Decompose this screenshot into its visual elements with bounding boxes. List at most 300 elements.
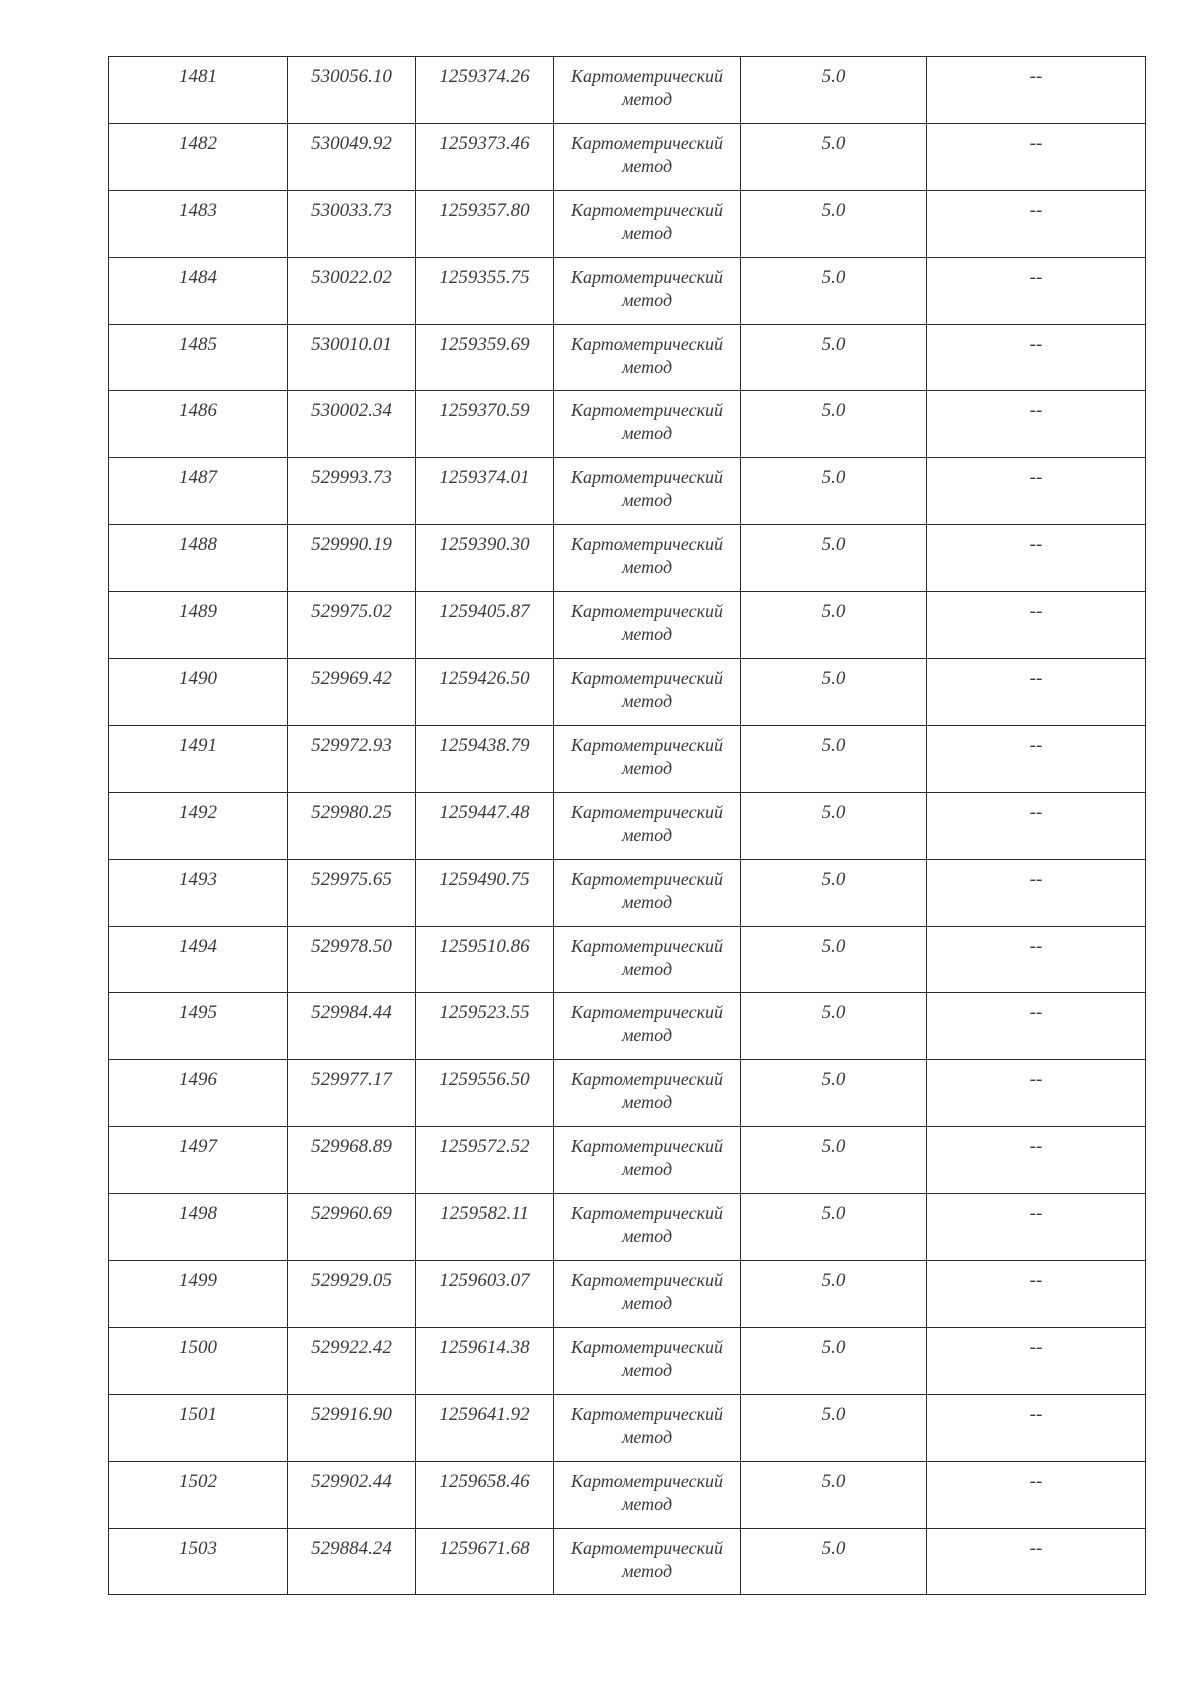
point-number-text: 1481 — [179, 66, 217, 87]
accuracy-text: 5.0 — [821, 132, 846, 154]
y-coordinate-text: 1259490.75 — [439, 868, 530, 890]
y-coordinate-cell — [416, 1461, 554, 1528]
x-coordinate-text: 529984.44 — [311, 1002, 392, 1024]
description-text: -- — [1029, 467, 1043, 489]
accuracy-cell — [741, 1194, 927, 1261]
x-coordinate-cell — [288, 57, 416, 124]
point-number-text: 1493 — [179, 868, 217, 890]
point-number-text: 1495 — [179, 1002, 217, 1024]
method-line-2: метод — [621, 1092, 673, 1113]
x-coordinate-text: 530033.73 — [311, 199, 392, 221]
accuracy-cell — [741, 458, 927, 525]
coordinates-table — [108, 56, 1146, 1595]
y-coordinate-text: 1259582.11 — [440, 1203, 529, 1225]
x-coordinate-text: 529968.89 — [311, 1136, 392, 1158]
y-coordinate-text: 1259603.07 — [439, 1270, 530, 1292]
method-line-1: Картометрический — [570, 132, 723, 153]
description-text: -- — [1029, 132, 1043, 154]
method-line-2: метод — [621, 1560, 673, 1581]
point-number-text: 1485 — [179, 333, 217, 355]
x-coordinate-text: 529972.93 — [311, 734, 392, 756]
accuracy-text: 5.0 — [821, 400, 846, 422]
y-coordinate-cell — [416, 725, 554, 792]
accuracy-cell — [741, 926, 927, 993]
x-coordinate-text: 529884.24 — [311, 1537, 392, 1559]
x-coordinate-cell — [288, 123, 416, 190]
point-number-cell — [109, 1261, 288, 1328]
y-coordinate-text: 1259671.68 — [439, 1537, 530, 1559]
table-row — [109, 725, 1146, 792]
description-cell — [927, 725, 1146, 792]
point-number-text: 1499 — [179, 1270, 217, 1292]
method-cell — [554, 1127, 741, 1194]
accuracy-text: 5.0 — [821, 1002, 846, 1024]
description-cell — [927, 859, 1146, 926]
method-line-1: Картометрический — [570, 400, 723, 421]
point-number-text: 1500 — [179, 1336, 217, 1358]
x-coordinate-text: 529975.02 — [311, 601, 392, 623]
description-cell — [927, 123, 1146, 190]
y-coordinate-cell — [416, 525, 554, 592]
y-coordinate-text: 1259510.86 — [439, 935, 530, 957]
method-cell — [554, 57, 741, 124]
table-row — [109, 1327, 1146, 1394]
method-line-1: Картометрический — [570, 801, 723, 822]
x-coordinate-cell — [288, 926, 416, 993]
x-coordinate-cell — [288, 1394, 416, 1461]
point-number-cell — [109, 1060, 288, 1127]
method-line-1: Картометрический — [570, 1470, 723, 1491]
y-coordinate-cell — [416, 324, 554, 391]
y-coordinate-cell — [416, 1394, 554, 1461]
method-line-1: Картометрический — [570, 1403, 723, 1424]
y-coordinate-text: 1259614.38 — [439, 1336, 530, 1358]
x-coordinate-cell — [288, 1194, 416, 1261]
method-line-1: Картометрический — [570, 534, 723, 555]
x-coordinate-cell — [288, 1528, 416, 1595]
y-coordinate-text: 1259374.01 — [439, 467, 530, 489]
y-coordinate-text: 1259556.50 — [439, 1069, 530, 1091]
coordinates-table-body — [109, 57, 1146, 1595]
description-cell — [927, 324, 1146, 391]
method-line-2: метод — [621, 757, 673, 778]
x-coordinate-text: 529916.90 — [311, 1403, 392, 1425]
method-line-2: метод — [621, 557, 673, 578]
method-line-1: Картометрический — [570, 1002, 723, 1023]
y-coordinate-cell — [416, 1127, 554, 1194]
accuracy-cell — [741, 1327, 927, 1394]
x-coordinate-text: 530002.34 — [311, 400, 392, 422]
description-text: -- — [1029, 534, 1043, 556]
description-cell — [927, 1261, 1146, 1328]
y-coordinate-text: 1259658.46 — [439, 1470, 530, 1492]
x-coordinate-cell — [288, 592, 416, 659]
point-number-text: 1494 — [179, 935, 217, 957]
x-coordinate-text: 530022.02 — [311, 266, 392, 288]
y-coordinate-cell — [416, 1194, 554, 1261]
y-coordinate-cell — [416, 1060, 554, 1127]
accuracy-text: 5.0 — [821, 1069, 846, 1091]
table-row — [109, 190, 1146, 257]
method-line-1: Картометрический — [570, 935, 723, 956]
x-coordinate-text: 529960.69 — [311, 1203, 392, 1225]
method-line-2: метод — [621, 824, 673, 845]
method-line-2: метод — [621, 490, 673, 511]
x-coordinate-cell — [288, 190, 416, 257]
accuracy-text: 5.0 — [821, 935, 846, 957]
y-coordinate-cell — [416, 123, 554, 190]
x-coordinate-text: 529980.25 — [311, 801, 392, 823]
table-row — [109, 993, 1146, 1060]
method-cell — [554, 1394, 741, 1461]
description-text: -- — [1029, 935, 1043, 957]
accuracy-cell — [741, 1127, 927, 1194]
point-number-cell — [109, 123, 288, 190]
x-coordinate-cell — [288, 1327, 416, 1394]
accuracy-text: 5.0 — [821, 1270, 846, 1292]
point-number-cell — [109, 324, 288, 391]
table-row — [109, 324, 1146, 391]
description-cell — [927, 993, 1146, 1060]
description-text: -- — [1029, 1336, 1043, 1358]
accuracy-text: 5.0 — [821, 668, 846, 690]
accuracy-text: 5.0 — [821, 266, 846, 288]
method-cell — [554, 1461, 741, 1528]
x-coordinate-text: 530010.01 — [311, 333, 392, 355]
point-number-text: 1502 — [179, 1470, 217, 1492]
point-number-cell — [109, 792, 288, 859]
table-row — [109, 1194, 1146, 1261]
method-line-2: метод — [621, 89, 673, 109]
x-coordinate-text: 529922.42 — [311, 1336, 392, 1358]
method-cell — [554, 458, 741, 525]
description-cell — [927, 525, 1146, 592]
description-text: -- — [1029, 801, 1043, 823]
method-cell — [554, 391, 741, 458]
method-line-2: метод — [621, 891, 673, 912]
x-coordinate-cell — [288, 1127, 416, 1194]
method-line-2: метод — [621, 155, 673, 176]
x-coordinate-cell — [288, 659, 416, 726]
point-number-text: 1497 — [179, 1136, 217, 1158]
method-line-1: Картометрический — [570, 266, 723, 287]
point-number-text: 1492 — [179, 801, 217, 823]
method-line-2: метод — [621, 356, 673, 377]
method-line-2: метод — [621, 1226, 673, 1247]
point-number-text: 1501 — [179, 1403, 217, 1425]
description-cell — [927, 1127, 1146, 1194]
y-coordinate-text: 1259438.79 — [439, 734, 530, 756]
method-line-1: Картометрический — [570, 601, 723, 622]
accuracy-text: 5.0 — [821, 199, 846, 221]
accuracy-cell — [741, 859, 927, 926]
point-number-cell — [109, 993, 288, 1060]
point-number-cell — [109, 1528, 288, 1595]
description-cell — [927, 257, 1146, 324]
description-text: -- — [1029, 668, 1043, 690]
method-line-1: Картометрический — [570, 333, 723, 354]
table-row — [109, 257, 1146, 324]
y-coordinate-cell — [416, 190, 554, 257]
description-text: -- — [1029, 1069, 1043, 1091]
table-row — [109, 1394, 1146, 1461]
point-number-cell — [109, 1394, 288, 1461]
x-coordinate-cell — [288, 324, 416, 391]
accuracy-cell — [741, 57, 927, 124]
description-text: -- — [1029, 734, 1043, 756]
method-line-2: метод — [621, 1426, 673, 1447]
table-row — [109, 1528, 1146, 1595]
method-line-2: метод — [621, 423, 673, 444]
y-coordinate-text: 1259641.92 — [439, 1403, 530, 1425]
point-number-cell — [109, 190, 288, 257]
y-coordinate-text: 1259370.59 — [439, 400, 530, 422]
y-coordinate-cell — [416, 1261, 554, 1328]
accuracy-cell — [741, 324, 927, 391]
x-coordinate-text: 529969.42 — [311, 668, 392, 690]
description-text: -- — [1029, 199, 1043, 221]
method-line-2: метод — [621, 691, 673, 712]
description-cell — [927, 659, 1146, 726]
accuracy-cell — [741, 525, 927, 592]
method-line-2: метод — [621, 1293, 673, 1314]
accuracy-cell — [741, 659, 927, 726]
point-number-cell — [109, 257, 288, 324]
description-text: -- — [1029, 333, 1043, 355]
method-line-1: Картометрический — [570, 1270, 723, 1291]
point-number-text: 1486 — [179, 400, 217, 422]
accuracy-cell — [741, 257, 927, 324]
method-line-2: метод — [621, 222, 673, 243]
x-coordinate-text: 529978.50 — [311, 935, 392, 957]
method-line-2: метод — [621, 1159, 673, 1180]
point-number-cell — [109, 859, 288, 926]
x-coordinate-cell — [288, 792, 416, 859]
method-cell — [554, 592, 741, 659]
y-coordinate-cell — [416, 792, 554, 859]
method-cell — [554, 324, 741, 391]
x-coordinate-cell — [288, 859, 416, 926]
x-coordinate-cell — [288, 391, 416, 458]
method-cell — [554, 1261, 741, 1328]
point-number-text: 1489 — [179, 601, 217, 623]
point-number-cell — [109, 1194, 288, 1261]
x-coordinate-cell — [288, 1261, 416, 1328]
method-line-1: Картометрический — [570, 1537, 723, 1558]
description-text: -- — [1029, 1403, 1043, 1425]
method-cell — [554, 792, 741, 859]
table-row — [109, 859, 1146, 926]
table-row — [109, 592, 1146, 659]
method-cell — [554, 123, 741, 190]
accuracy-text: 5.0 — [821, 1136, 846, 1158]
method-cell — [554, 525, 741, 592]
accuracy-text: 5.0 — [821, 1203, 846, 1225]
accuracy-text: 5.0 — [821, 333, 846, 355]
description-cell — [927, 926, 1146, 993]
x-coordinate-cell — [288, 525, 416, 592]
accuracy-cell — [741, 123, 927, 190]
y-coordinate-cell — [416, 926, 554, 993]
method-cell — [554, 1194, 741, 1261]
description-cell — [927, 190, 1146, 257]
table-row — [109, 1261, 1146, 1328]
y-coordinate-text: 1259373.46 — [439, 132, 530, 154]
point-number-text: 1491 — [179, 734, 217, 756]
method-line-1: Картометрический — [570, 66, 723, 86]
description-text: -- — [1029, 1537, 1043, 1559]
accuracy-cell — [741, 993, 927, 1060]
description-cell — [927, 458, 1146, 525]
table-row — [109, 659, 1146, 726]
description-cell — [927, 57, 1146, 124]
description-text: -- — [1029, 601, 1043, 623]
accuracy-cell — [741, 725, 927, 792]
accuracy-text: 5.0 — [821, 734, 846, 756]
y-coordinate-cell — [416, 257, 554, 324]
method-line-2: метод — [621, 1493, 673, 1514]
y-coordinate-cell — [416, 859, 554, 926]
x-coordinate-cell — [288, 1461, 416, 1528]
method-cell — [554, 257, 741, 324]
description-text: -- — [1029, 1136, 1043, 1158]
y-coordinate-text: 1259355.75 — [439, 266, 530, 288]
description-cell — [927, 391, 1146, 458]
method-cell — [554, 1060, 741, 1127]
y-coordinate-text: 1259426.50 — [439, 668, 530, 690]
method-line-1: Картометрический — [570, 1069, 723, 1090]
method-cell — [554, 993, 741, 1060]
accuracy-text: 5.0 — [821, 601, 846, 623]
x-coordinate-cell — [288, 1060, 416, 1127]
method-cell — [554, 1327, 741, 1394]
description-cell — [927, 592, 1146, 659]
method-line-1: Картометрический — [570, 199, 723, 220]
point-number-cell — [109, 57, 288, 124]
method-cell — [554, 190, 741, 257]
y-coordinate-text: 1259374.26 — [439, 66, 530, 87]
accuracy-cell — [741, 190, 927, 257]
method-cell — [554, 659, 741, 726]
point-number-cell — [109, 1327, 288, 1394]
accuracy-text: 5.0 — [821, 66, 846, 87]
accuracy-cell — [741, 1261, 927, 1328]
point-number-text: 1487 — [179, 467, 217, 489]
point-number-cell — [109, 659, 288, 726]
method-line-2: метод — [621, 958, 673, 979]
point-number-text: 1496 — [179, 1069, 217, 1091]
description-text: -- — [1029, 1203, 1043, 1225]
table-row — [109, 391, 1146, 458]
point-number-text: 1498 — [179, 1203, 217, 1225]
x-coordinate-text: 530056.10 — [311, 66, 392, 87]
point-number-cell — [109, 458, 288, 525]
accuracy-text: 5.0 — [821, 1403, 846, 1425]
description-cell — [927, 1528, 1146, 1595]
accuracy-text: 5.0 — [821, 1336, 846, 1358]
point-number-cell — [109, 1461, 288, 1528]
table-row — [109, 123, 1146, 190]
description-cell — [927, 1394, 1146, 1461]
y-coordinate-cell — [416, 659, 554, 726]
x-coordinate-text: 530049.92 — [311, 132, 392, 154]
x-coordinate-cell — [288, 993, 416, 1060]
method-line-1: Картометрический — [570, 868, 723, 889]
y-coordinate-cell — [416, 57, 554, 124]
accuracy-text: 5.0 — [821, 467, 846, 489]
y-coordinate-text: 1259405.87 — [439, 601, 530, 623]
description-cell — [927, 792, 1146, 859]
accuracy-text: 5.0 — [821, 1470, 846, 1492]
point-number-text: 1484 — [179, 266, 217, 288]
description-text: -- — [1029, 266, 1043, 288]
accuracy-cell — [741, 1528, 927, 1595]
accuracy-cell — [741, 1394, 927, 1461]
x-coordinate-text: 529929.05 — [311, 1270, 392, 1292]
y-coordinate-text: 1259357.80 — [439, 199, 530, 221]
method-line-2: метод — [621, 289, 673, 310]
y-coordinate-text: 1259390.30 — [439, 534, 530, 556]
method-line-1: Картометрический — [570, 734, 723, 755]
x-coordinate-text: 529977.17 — [311, 1069, 392, 1091]
point-number-cell — [109, 525, 288, 592]
table-row — [109, 792, 1146, 859]
accuracy-text: 5.0 — [821, 801, 846, 823]
y-coordinate-cell — [416, 592, 554, 659]
method-line-1: Картометрический — [570, 1203, 723, 1224]
description-text: -- — [1029, 66, 1043, 87]
accuracy-cell — [741, 1461, 927, 1528]
table-row — [109, 1060, 1146, 1127]
accuracy-text: 5.0 — [821, 868, 846, 890]
y-coordinate-text: 1259359.69 — [439, 333, 530, 355]
y-coordinate-cell — [416, 1327, 554, 1394]
x-coordinate-cell — [288, 725, 416, 792]
y-coordinate-cell — [416, 993, 554, 1060]
y-coordinate-text: 1259447.48 — [439, 801, 530, 823]
table-row — [109, 458, 1146, 525]
description-cell — [927, 1060, 1146, 1127]
description-cell — [927, 1194, 1146, 1261]
description-text: -- — [1029, 400, 1043, 422]
method-line-2: метод — [621, 1025, 673, 1046]
x-coordinate-cell — [288, 257, 416, 324]
method-cell — [554, 725, 741, 792]
y-coordinate-cell — [416, 391, 554, 458]
method-line-2: метод — [621, 624, 673, 645]
x-coordinate-text: 529990.19 — [311, 534, 392, 556]
method-line-2: метод — [621, 1359, 673, 1380]
table-row — [109, 57, 1146, 124]
y-coordinate-cell — [416, 1528, 554, 1595]
description-text: -- — [1029, 868, 1043, 890]
point-number-text: 1483 — [179, 199, 217, 221]
table-row — [109, 926, 1146, 993]
description-text: -- — [1029, 1470, 1043, 1492]
y-coordinate-text: 1259523.55 — [439, 1002, 530, 1024]
method-cell — [554, 1528, 741, 1595]
method-line-1: Картометрический — [570, 1136, 723, 1157]
point-number-text: 1482 — [179, 132, 217, 154]
y-coordinate-text: 1259572.52 — [439, 1136, 530, 1158]
method-line-1: Картометрический — [570, 1336, 723, 1357]
x-coordinate-text: 529975.65 — [311, 868, 392, 890]
accuracy-cell — [741, 1060, 927, 1127]
table-row — [109, 1127, 1146, 1194]
point-number-cell — [109, 725, 288, 792]
description-text: -- — [1029, 1270, 1043, 1292]
point-number-text: 1488 — [179, 534, 217, 556]
